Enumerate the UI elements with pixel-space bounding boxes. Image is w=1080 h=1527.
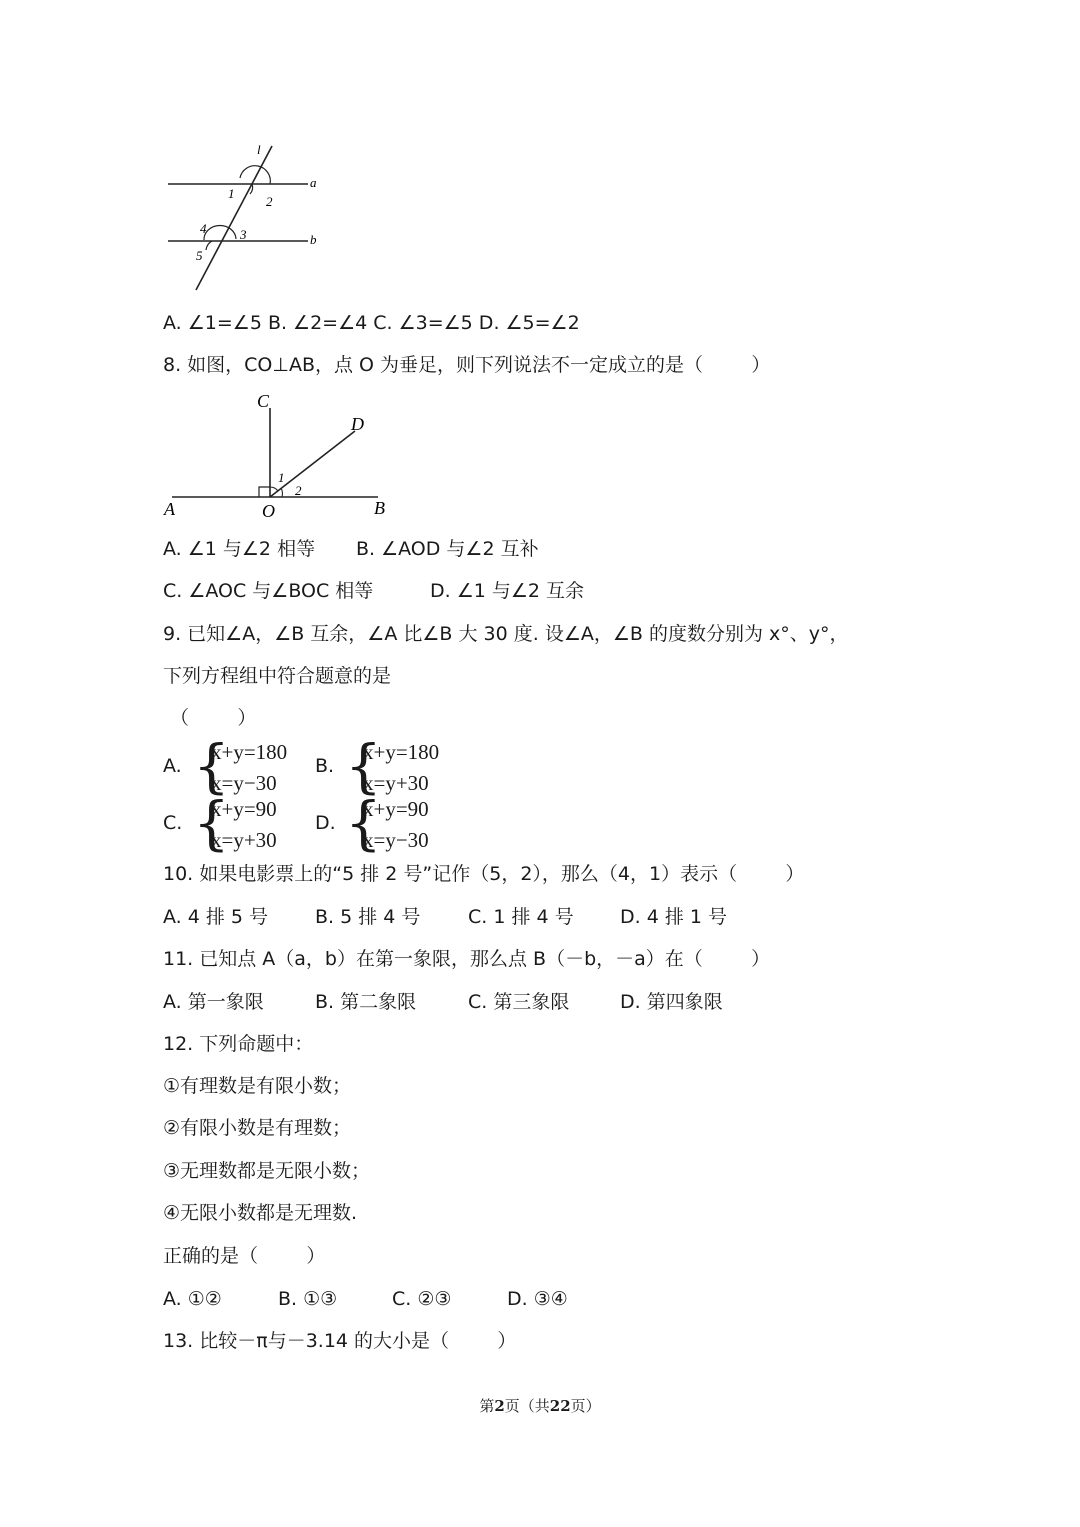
label-l: l [257,142,261,157]
q10-option-b: B. 5 排 4 号 [315,906,421,928]
label-2: 2 [266,194,273,209]
label-2: 2 [295,483,302,498]
q10-option-d: D. 4 排 1 号 [620,906,728,928]
q11-stem: 11. 已知点 A（a，b）在第一象限，那么点 B（－b，－a）在（ ） [163,948,771,970]
label-1: 1 [278,470,285,485]
q9-option-a-label: A. [163,755,182,777]
q9-c-eq2: x=y+30 [211,828,277,852]
q12-item-2: ②有限小数是有理数； [163,1117,352,1139]
q10-stem: 10. 如果电影票上的“5 排 2 号”记作（5，2），那么（4，1）表示（ ） [163,863,805,885]
label-3: 3 [240,227,247,242]
q7-options: A. ∠1=∠5 B. ∠2=∠4 C. ∠3=∠5 D. ∠5=∠2 [163,312,580,334]
label-A: A [164,499,175,519]
brace-b: { [345,732,382,800]
q8-option-c: C. ∠AOC 与∠BOC 相等 [163,580,374,602]
q12-stem: 12. 下列命题中： [163,1033,314,1055]
brace-d: { [345,789,382,857]
q9-d-eq2: x=y−30 [363,828,429,852]
footer-prefix: 第 [479,1397,495,1415]
q9-b-eq2: x=y+30 [363,771,429,795]
q12-option-d: D. ③④ [507,1288,568,1310]
q11-option-b: B. 第二象限 [315,991,417,1013]
label-5: 5 [196,248,203,263]
q11-option-a: A. 第一象限 [163,991,264,1013]
q13-stem: 13. 比较－π与－3.14 的大小是（ ） [163,1330,517,1352]
footer-page-number: 2 [494,1397,505,1415]
label-B: B [374,498,385,518]
q12-option-c: C. ②③ [392,1288,452,1310]
q9-answer-paren: （ ） [170,707,257,729]
label-C: C [257,391,270,411]
page-footer [0,1395,1080,1416]
q8-option-d: D. ∠1 与∠2 互余 [430,580,585,602]
label-1: 1 [228,186,235,201]
label-4: 4 [200,221,207,236]
parallel-lines-figure [160,140,330,295]
q9-a-eq1: x+y=180 [211,740,288,764]
q12-item-1: ①有理数是有限小数； [163,1075,352,1097]
q9-d-eq1: x+y=90 [363,797,429,821]
q9-stem-line1: 9. 已知∠A，∠B 互余，∠A 比∠B 大 30 度. 设∠A，∠B 的度数分别为 x°、y°， [163,623,849,645]
q9-option-c-label: C. [163,812,183,834]
label-a: a [310,175,317,190]
q8-option-a: A. ∠1 与∠2 相等 [163,538,316,560]
brace-c: { [193,789,230,857]
q9-c-eq1: x+y=90 [211,797,277,821]
q12-item-4: ④无限小数都是无理数. [163,1202,358,1224]
q10-option-a: A. 4 排 5 号 [163,906,269,928]
label-b: b [310,232,317,247]
footer-suffix: 页） [570,1397,601,1415]
label-O: O [262,501,275,521]
q9-stem-line2: 下列方程组中符合题意的是 [163,665,392,687]
label-D: D [351,414,364,434]
q12-ask: 正确的是（ ） [163,1245,326,1267]
q8-option-b: B. ∠AOD 与∠2 互补 [356,538,539,560]
q12-option-b: B. ①③ [278,1288,338,1310]
q9-option-b-label: B. [315,755,335,777]
q9-b-eq1: x+y=180 [363,740,440,764]
q12-item-3: ③无理数都是无限小数； [163,1160,371,1182]
q11-option-d: D. 第四象限 [620,991,723,1013]
q9-option-d-label: D. [315,812,336,834]
q11-option-c: C. 第三象限 [468,991,570,1013]
perpendicular-figure [160,388,400,523]
q10-option-c: C. 1 排 4 号 [468,906,574,928]
footer-mid: 页（共 [504,1397,550,1415]
footer-total-pages: 22 [549,1397,571,1415]
q9-a-eq2: x=y−30 [211,771,277,795]
q8-stem: 8. 如图，CO⊥AB，点 O 为垂足，则下列说法不一定成立的是（ ） [163,354,771,376]
q12-option-a: A. ①② [163,1288,222,1310]
brace-a: { [193,732,230,800]
